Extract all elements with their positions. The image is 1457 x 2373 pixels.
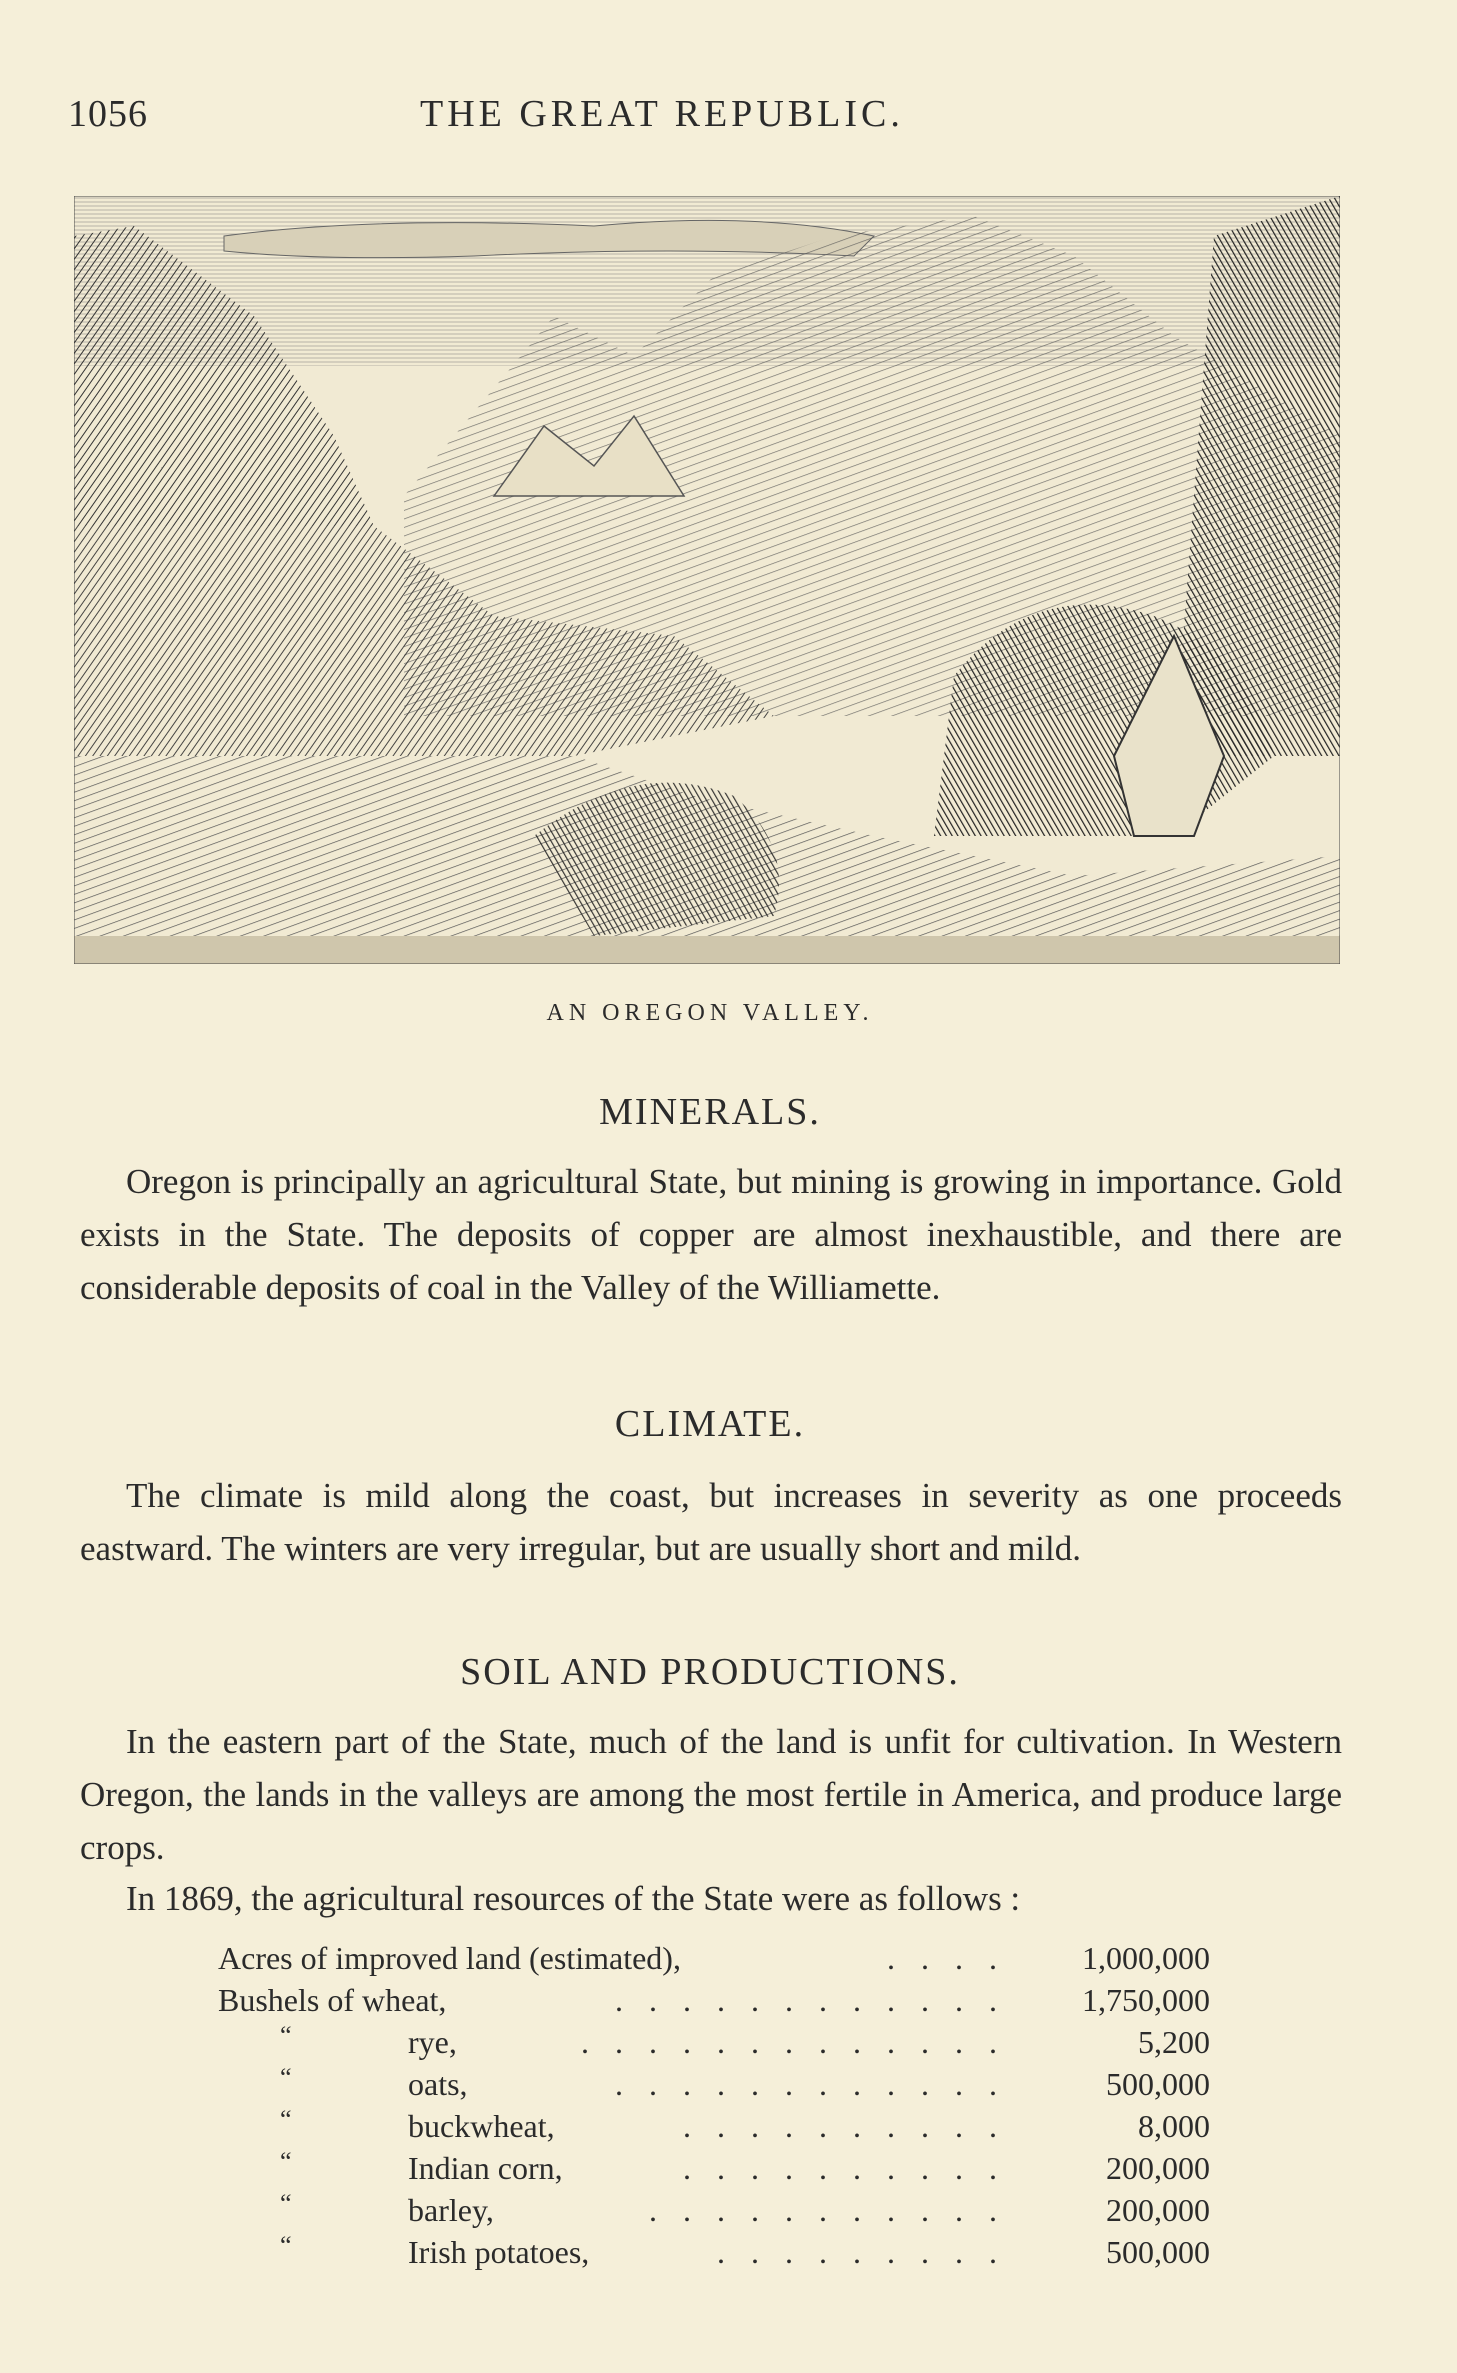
row-value: 5,200 xyxy=(1138,2024,1210,2060)
row-value: 8,000 xyxy=(1138,2108,1210,2144)
ditto-mark: “ xyxy=(280,2021,292,2050)
running-head xyxy=(0,92,1457,142)
row-value: 1,750,000 xyxy=(1082,1982,1210,2018)
resources-intro: In 1869, the agricultural resources of the State were as follows : xyxy=(126,1879,1021,1918)
table-row xyxy=(218,1937,1218,1979)
ditto-mark: “ xyxy=(280,2189,292,2218)
leader-dots: . . . . . . . . . xyxy=(717,2234,1006,2270)
minerals-paragraph: Oregon is principally an agricultural State, but mining is growing in importance. Gold exists in the State. The deposits of copper are almost inexhaustible, and there are considerable deposits of coal in the Valley of the Williamette. xyxy=(80,1162,1342,1307)
climate-paragraph: The climate is mild along the coast, but increases in severity as one proceeds eastward. The winters are very irregular, but are usually short and mild. xyxy=(80,1476,1342,1568)
row-label: Bushels of wheat, xyxy=(218,1982,447,2018)
minerals-heading: MINERALS. xyxy=(599,1091,821,1133)
ditto-mark: “ xyxy=(280,2231,292,2260)
illustration-caption: AN OREGON VALLEY. xyxy=(546,1000,874,1026)
leader-dots: . . . . . . . . . . . xyxy=(649,2192,1006,2228)
leader-dots: . . . . . . . . . . xyxy=(683,2150,1006,2186)
row-label: barley, xyxy=(408,2192,494,2228)
leader-dots: . . . . . . . . . . xyxy=(683,2108,1006,2144)
table-row xyxy=(218,2231,1218,2273)
row-label: Irish potatoes, xyxy=(408,2234,590,2270)
table-row xyxy=(218,2021,1218,2063)
soil-productions-heading: SOIL AND PRODUCTIONS. xyxy=(460,1651,960,1693)
row-value: 500,000 xyxy=(1106,2066,1210,2102)
row-value: 1,000,000 xyxy=(1082,1940,1210,1976)
table-row xyxy=(218,2105,1218,2147)
ditto-mark: “ xyxy=(280,2147,292,2176)
oregon-valley-engraving xyxy=(74,196,1340,964)
ditto-mark: “ xyxy=(280,2105,292,2134)
leader-dots: . . . . . . . . . . . . . xyxy=(581,2024,1006,2060)
leader-dots: . . . . . . . . . . . . xyxy=(615,1982,1006,2018)
row-label: buckwheat, xyxy=(408,2108,555,2144)
table-row xyxy=(218,2063,1218,2105)
row-value: 200,000 xyxy=(1106,2150,1210,2186)
page-number: 1056 xyxy=(68,93,148,135)
ditto-mark: “ xyxy=(280,2063,292,2092)
leader-dots: . . . . . . . . . . . . xyxy=(615,2066,1006,2102)
row-label: rye, xyxy=(408,2024,457,2060)
row-value: 500,000 xyxy=(1106,2234,1210,2270)
agricultural-resources-table xyxy=(218,1937,1218,2273)
table-row xyxy=(218,1979,1218,2021)
table-row xyxy=(218,2147,1218,2189)
soil-productions-paragraph: In the eastern part of the State, much of the land is unfit for cultivation. In Western Oregon, the lands in the valleys are among the most fertile in America, and produce large crops. xyxy=(80,1722,1342,1867)
running-title: THE GREAT REPUBLIC. xyxy=(420,93,904,135)
row-value: 200,000 xyxy=(1106,2192,1210,2228)
leader-dots: . . . . xyxy=(887,1940,1006,1976)
row-label: oats, xyxy=(408,2066,468,2102)
climate-heading: CLIMATE. xyxy=(614,1403,806,1445)
row-label: Acres of improved land (estimated), xyxy=(218,1940,681,1976)
row-label: Indian corn, xyxy=(408,2150,563,2186)
table-row xyxy=(218,2189,1218,2231)
